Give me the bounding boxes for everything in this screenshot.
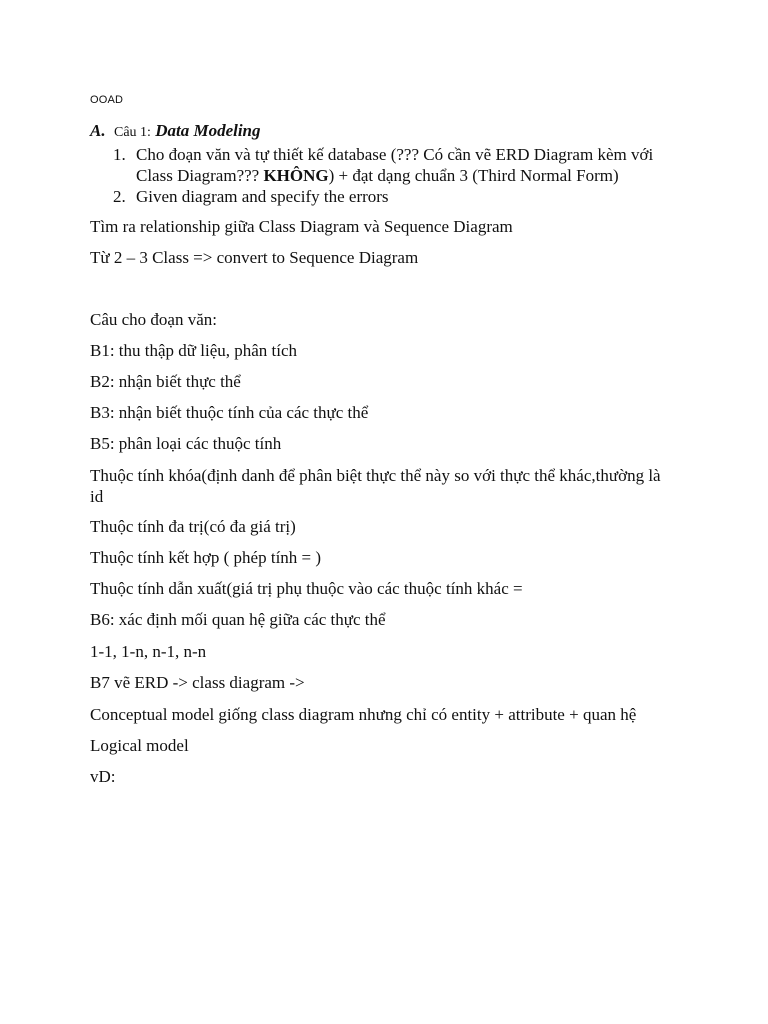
numbered-list (113, 144, 693, 207)
list-item (113, 144, 693, 186)
list-item-text: Given diagram and specify the errors (136, 187, 389, 206)
paragraph: Thuộc tính đa trị(có đa giá trị) (90, 517, 296, 536)
paragraph: B1: thu thập dữ liệu, phân tích (90, 341, 298, 360)
list-item-text: Cho đoạn văn và tự thiết kế database (??? Có cần vẽ ERD Diagram kèm với Class Diagram??? (136, 145, 654, 185)
section-heading (90, 121, 261, 141)
paragraph: Từ 2 – 3 Class => convert to Sequence Diagram (90, 248, 419, 267)
question-label: Câu 1: (114, 125, 151, 140)
document-header-label: OOAD (90, 94, 124, 106)
paragraph: B2: nhận biết thực thể (90, 372, 241, 391)
paragraph: Tìm ra relationship giữa Class Diagram và Sequence Diagram (90, 217, 513, 236)
paragraph: B5: phân loại các thuộc tính (90, 434, 282, 453)
paragraph: 1-1, 1-n, n-1, n-n (90, 642, 207, 661)
list-item-text-after: ) + đạt dạng chuẩn 3 (Third Normal Form) (328, 166, 619, 185)
list-item-number: 1. (113, 145, 126, 164)
list-item-bold-text: KHÔNG (263, 166, 329, 185)
paragraph: B7 vẽ ERD -> class diagram -> (90, 673, 305, 692)
paragraph: Conceptual model giống class diagram nhưng chỉ có entity + attribute + quan hệ (90, 705, 637, 724)
section-letter: A. (90, 121, 106, 140)
paragraph: Thuộc tính dẫn xuất(giá trị phụ thuộc vào các thuộc tính khác = (90, 579, 523, 598)
paragraph: B6: xác định mối quan hệ giữa các thực thể (90, 610, 386, 629)
paragraph: B3: nhận biết thuộc tính của các thực thể (90, 403, 369, 422)
paragraph: Logical model (90, 736, 189, 755)
list-item (113, 186, 693, 207)
paragraph: Câu cho đoạn văn: (90, 310, 217, 329)
paragraph: Thuộc tính khóa(định danh để phân biệt thực thể này so với thực thể khác,thường là id (90, 466, 661, 506)
section-title: Data Modeling (155, 121, 261, 140)
paragraph: vD: (90, 767, 116, 786)
list-item-number: 2. (113, 187, 126, 206)
paragraph: Thuộc tính kết hợp ( phép tính = ) (90, 548, 322, 567)
